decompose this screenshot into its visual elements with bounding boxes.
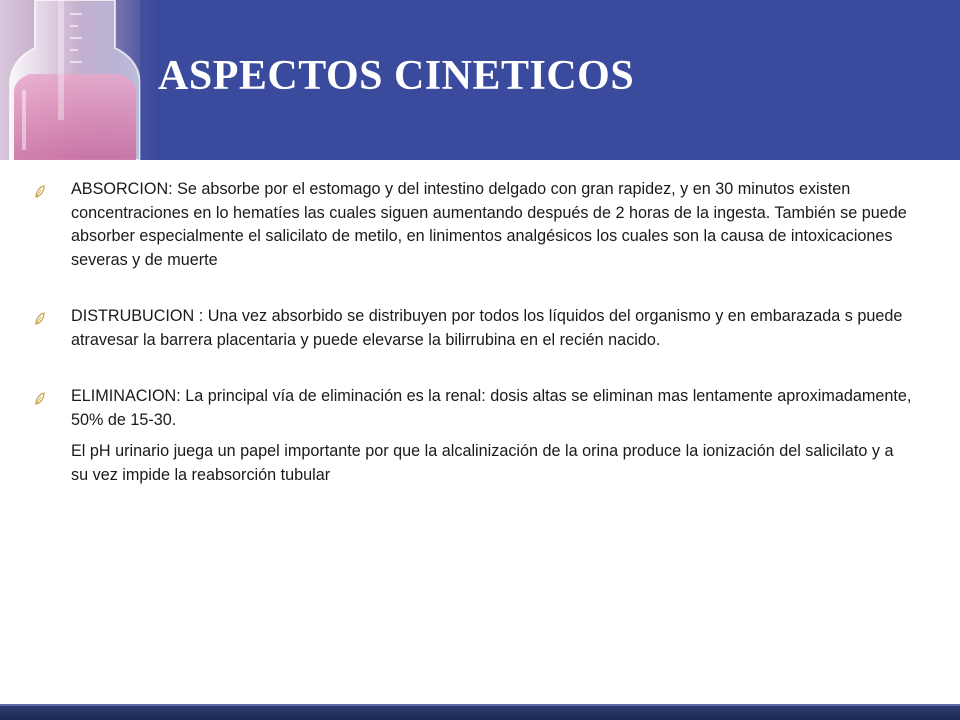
- leaf-bullet-icon: [34, 390, 46, 404]
- header-bar: [0, 0, 960, 160]
- list-item-text: DISTRUBUCION : Una vez absorbido se distribuyen por todos los líquidos del organismo y en embarazada s puede atravesar la barrera placentaria y puede elevarse la bilirrubina en el recién nacido.: [71, 307, 903, 349]
- list-item-distribucion: [34, 305, 914, 352]
- list-item-absorcion: [34, 178, 914, 272]
- list-item-text: ABSORCION: Se absorbe por el estomago y del intestino delgado con gran rapidez, y en 30 minutos existen concentraciones en lo hematíes las cuales siguen aumentando después de 2 horas de la ingesta. También se puede absorber especialmente el salicilato de metilo, en linimentos analgésicos los cuales son la causa de intoxicaciones severas y de muerte: [71, 180, 907, 269]
- bullet-list: [34, 178, 914, 487]
- bottom-bar: [0, 706, 960, 720]
- list-item-eliminacion: [34, 385, 914, 487]
- list-item-continuation: El pH urinario juega un papel importante por que la alcalinización de la orina produce la ionización del salicilato y a su vez impide la reabsorción tubular: [71, 442, 894, 484]
- flask-icon: [0, 0, 160, 160]
- slide-title: ASPECTOS CINETICOS: [158, 53, 635, 99]
- list-item-text: ELIMINACION: La principal vía de eliminación es la renal: dosis altas se eliminan mas lentamente aproximadamente, 50% de 15-30.: [71, 387, 912, 429]
- leaf-bullet-icon: [34, 310, 46, 324]
- leaf-bullet-icon: [34, 183, 46, 197]
